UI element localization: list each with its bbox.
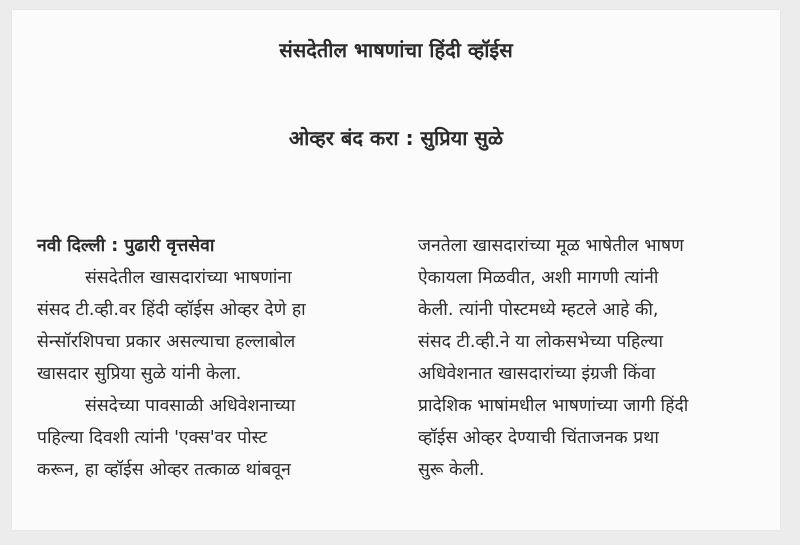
body-line: संसद टी.व्ही.ने या लोकसभेच्या पहिल्या xyxy=(418,332,663,352)
body-line: संसद टी.व्ही.वर हिंदी व्हॉईस ओव्हर देणे हा xyxy=(37,300,306,320)
body-line: करून, हा व्हॉईस ओव्हर तत्काळ थांबवून xyxy=(37,460,291,480)
body-line: खासदार सुप्रिया सुळे यांनी केला. xyxy=(37,364,242,384)
body-line: ऐकायला मिळवीत, अशी मागणी त्यांनी xyxy=(418,268,659,288)
headline-line-2: ओव्हर बंद करा : सुप्रिया सुळे xyxy=(288,126,504,150)
body-line: सेन्सॉरशिपचा प्रकार असल्याचा हल्लाबोल xyxy=(37,332,296,352)
body-line: संसदेतील खासदारांच्या भाषणांना xyxy=(85,268,292,288)
newspaper-clipping xyxy=(12,10,780,530)
body-line: संसदेच्या पावसाळी अधिवेशनाच्या xyxy=(85,396,296,416)
body-line: सुरू केली. xyxy=(418,460,485,480)
body-line: जनतेला खासदारांच्या मूळ भाषेतील भाषण xyxy=(418,236,684,256)
body-line: अधिवेशनात खासदारांच्या इंग्रजी किंवा xyxy=(418,364,656,384)
body-line: व्हॉईस ओव्हर देण्याची चिंताजनक प्रथा xyxy=(418,428,659,448)
article-column-right xyxy=(418,230,756,486)
body-line: पहिल्या दिवशी त्यांनी 'एक्स'वर पोस्ट xyxy=(37,428,268,448)
article-column-left xyxy=(37,230,375,486)
body-line: केली. त्यांनी पोस्टमध्ये म्हटले आहे की, xyxy=(418,300,659,320)
dateline: नवी दिल्ली : पुढारी वृत्तसेवा xyxy=(37,236,215,256)
body-line: प्रादेशिक भाषांमधील भाषणांच्या जागी हिंदी xyxy=(418,396,689,416)
headline-line-1: संसदेतील भाषणांचा हिंदी व्हॉईस xyxy=(279,38,513,62)
